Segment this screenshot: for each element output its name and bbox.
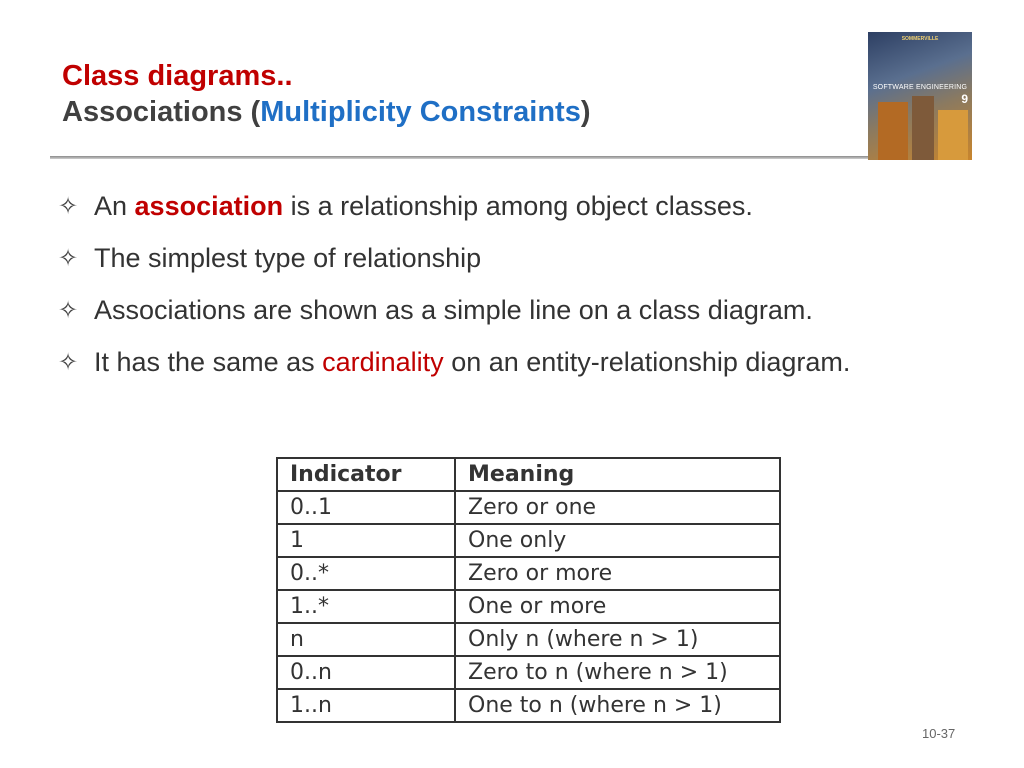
table-row <box>277 623 780 656</box>
book-cover-image <box>868 32 972 160</box>
column-header-meaning: Meaning <box>455 458 780 491</box>
bullet-list <box>58 188 938 396</box>
meaning-cell: One to n (where n > 1) <box>455 689 780 722</box>
table-header-row <box>277 458 780 491</box>
bullet-highlight: association <box>134 191 284 221</box>
column-header-indicator: Indicator <box>277 458 455 491</box>
slide-number: 10-37 <box>922 726 956 741</box>
table-row <box>277 689 780 722</box>
star-bullet-icon: ✧ <box>58 348 79 376</box>
slide-title <box>62 58 591 130</box>
title-suffix: ) <box>580 96 591 128</box>
cover-building-shape <box>938 110 968 160</box>
table-row <box>277 656 780 689</box>
bullet-text: Associations are shown as a simple line on a class diagram. <box>94 295 813 325</box>
indicator-cell: n <box>277 623 455 656</box>
meaning-cell: One only <box>455 524 780 557</box>
title-highlight: Multiplicity Constraints <box>260 96 581 128</box>
title-prefix: Associations ( <box>62 96 261 128</box>
meaning-cell: Only n (where n > 1) <box>455 623 780 656</box>
bullet-item <box>58 344 938 380</box>
bullet-text: An <box>94 191 135 221</box>
meaning-cell: Zero to n (where n > 1) <box>455 656 780 689</box>
bullet-text: The simplest type of relationship <box>94 243 482 273</box>
cover-author: SOMMERVILLE <box>901 36 939 42</box>
cover-edition: 9 <box>961 92 968 106</box>
bullet-text: on an entity-relationship diagram. <box>443 347 851 377</box>
table-row <box>277 491 780 524</box>
star-bullet-icon: ✧ <box>58 192 79 220</box>
indicator-cell: 1 <box>277 524 455 557</box>
indicator-cell: 1..* <box>277 590 455 623</box>
bullet-item <box>58 188 938 224</box>
table-row <box>277 524 780 557</box>
star-bullet-icon: ✧ <box>58 296 79 324</box>
bullet-item <box>58 240 938 276</box>
bullet-highlight: cardinality <box>322 347 444 377</box>
multiplicity-table <box>276 457 781 723</box>
title-divider <box>50 156 870 159</box>
indicator-cell: 0..1 <box>277 491 455 524</box>
indicator-cell: 0..* <box>277 557 455 590</box>
indicator-cell: 0..n <box>277 656 455 689</box>
indicator-cell: 1..n <box>277 689 455 722</box>
table-row <box>277 590 780 623</box>
cover-building-shape <box>912 96 934 160</box>
title-line-2 <box>62 94 591 130</box>
meaning-cell: One or more <box>455 590 780 623</box>
table-row <box>277 557 780 590</box>
bullet-text: It has the same as <box>94 347 323 377</box>
cover-building-shape <box>878 102 908 160</box>
cover-title: SOFTWARE ENGINEERING <box>872 84 968 91</box>
meaning-cell: Zero or one <box>455 491 780 524</box>
bullet-item <box>58 292 938 328</box>
star-bullet-icon: ✧ <box>58 244 79 272</box>
meaning-cell: Zero or more <box>455 557 780 590</box>
title-line-1: Class diagrams.. <box>62 60 293 92</box>
bullet-text: is a relationship among object classes. <box>283 191 753 221</box>
